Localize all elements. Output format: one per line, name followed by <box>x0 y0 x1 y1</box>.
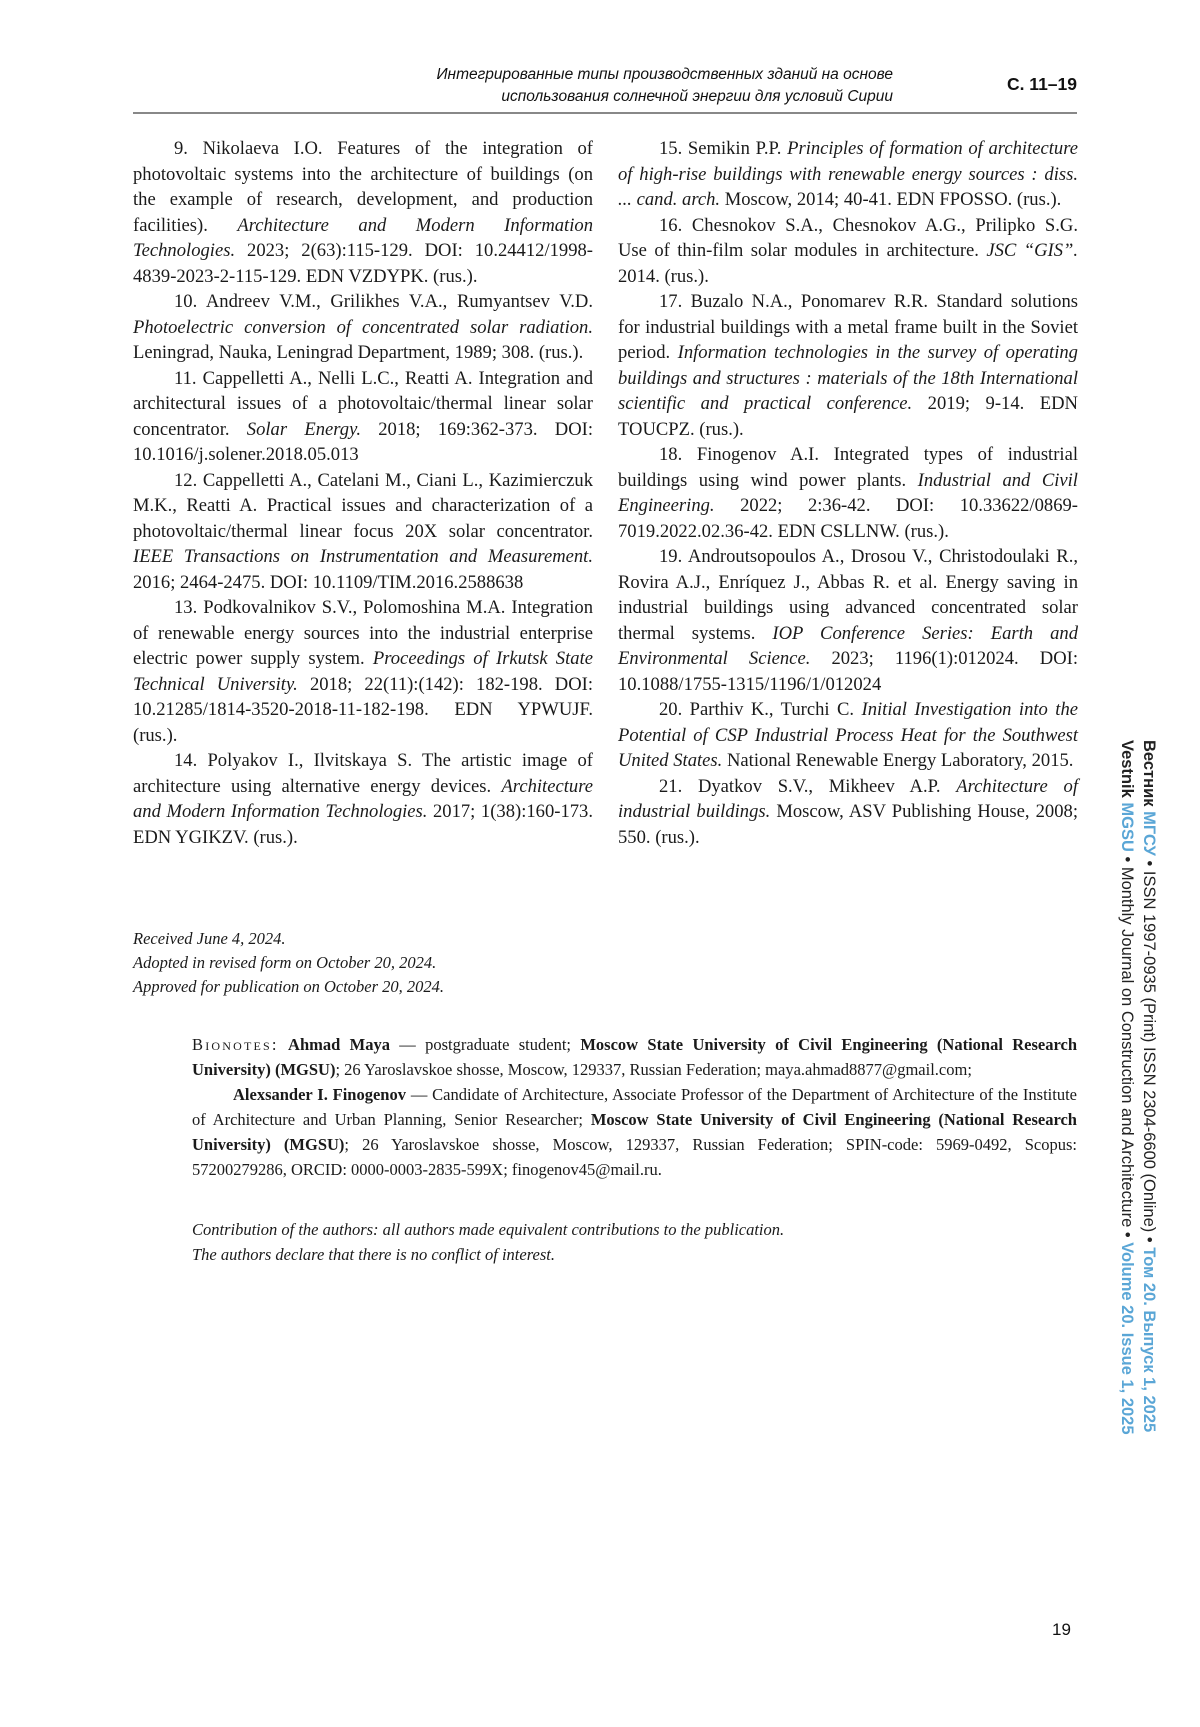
references-right-column <box>618 136 1078 850</box>
running-title-line1: Интегрированные типы производственных зданий на основе <box>436 66 893 83</box>
running-title <box>436 64 893 108</box>
reference-20: 20. Parthiv K., Turchi C. Initial Investigation into the Potential of CSP Industrial Process Heat for the Southwest United States. National Renewable Energy Laboratory, 2015. <box>618 699 1078 771</box>
author2-affiliation: Moscow State University of Civil Engineering (National Research University) (MGSU) <box>192 1110 1077 1154</box>
reference-10: 10. Andreev V.M., Grilikhes V.A., Rumyantsev V.D. Photoelectric conversion of concentrated solar radiation. Leningrad, Nauka, Leningrad Department, 1989; 308. (rus.). <box>133 291 593 363</box>
contribution-note: Contribution of the authors: all authors made equivalent contributions to the publication. <box>192 1220 785 1239</box>
bionotes-label: Bionotes: <box>192 1035 279 1054</box>
article-dates <box>133 927 444 999</box>
author-notes <box>192 1217 784 1267</box>
journal-sidebar <box>1112 740 1160 1590</box>
reference-14: 14. Polyakov I., Ilvitskaya S. The artistic image of architecture using alternative energy devices. Architecture and Modern Information Technologies. 2017; 1(38):160-173. EDN YGIKZV. (rus.). <box>133 750 593 848</box>
reference-13: 13. Podkovalnikov S.V., Polomoshina M.A. Integration of renewable energy sources into the industrial enterprise electric power supply system. Proceedings of Irkutsk State Technical University. 2018; 22(11):(142): 182-198. DOI: 10.21285/1814-3520-2018-11-182-198. EDN YPWUJF. (rus.). <box>133 597 593 746</box>
running-title-line2: использования солнечной энергии для условий Сирии <box>501 88 893 105</box>
author1-name: Ahmad Maya <box>288 1035 390 1054</box>
bionote-author1: Bionotes: Ahmad Maya — postgraduate student; Moscow State University of Civil Engineering (National Research University) (MGSU); 26 Yaroslavskoe shosse, Moscow, 129337, Russian Federation; maya.ahmad8877@gmail.com; <box>192 1035 1077 1079</box>
references-left-column <box>133 136 593 850</box>
author1-affiliation: Moscow State University of Civil Engineering (National Research University) (MGSU) <box>192 1035 1077 1079</box>
reference-21: 21. Dyatkov S.V., Mikheev A.P. Architecture of industrial buildings. Moscow, ASV Publishing House, 2008; 550. (rus.). <box>618 775 1078 848</box>
reference-16: 16. Chesnokov S.A., Chesnokov A.G., Prilipko S.G. Use of thin-film solar modules in architecture. JSC “GIS”. 2014. (rus.). <box>618 214 1078 287</box>
page-number: 19 <box>1052 1620 1071 1639</box>
running-header <box>133 62 1077 114</box>
reference-19: 19. Androutsopoulos A., Drosou V., Christodoulaki R., Rovira A.J., Enríquez J., Abbas R. et al. Energy saving in industrial buildings using advanced concentrated solar thermal systems. IOP Conference Series: Earth and Environmental Science. 2023; 1196(1):012024. DOI: 10.1088/1755-1315/1196/1/012024 <box>618 546 1078 695</box>
author2-name: Alexsander I. Finogenov <box>233 1085 406 1104</box>
date-adopted: Adopted in revised form on October 20, 2024. <box>133 953 437 972</box>
conflict-note: The authors declare that there is no conflict of interest. <box>192 1245 555 1264</box>
reference-18: 18. Finogenov A.I. Integrated types of industrial buildings using wind power plants. Industrial and Civil Engineering. 2022; 2:36-42. DOI: 10.33622/0869-7019.2022.02.36-42. EDN CSLLNW. (rus.). <box>618 444 1078 542</box>
bionote-author2: Alexsander I. Finogenov — Candidate of Architecture, Associate Professor of the Department of Architecture of the Institute of Architecture and Urban Planning, Senior Researcher; Moscow State University of Civil Engineering (National Research University) (MGSU); 26 Yaroslavskoe shosse, Moscow, 129337, Russian Federation; SPIN-code: 5969-0492, Scopus: 57200279286, ORCID: 0000-0003-2835-599X; finogenov45@mail.ru. <box>192 1085 1077 1179</box>
reference-11: 11. Cappelletti A., Nelli L.C., Reatti A. Integration and architectural issues of a photovoltaic/thermal linear solar concentrator. Solar Energy. 2018; 169:362-373. DOI: 10.1016/j.solener.2018.05.013 <box>133 367 593 465</box>
reference-12: 12. Cappelletti A., Catelani M., Ciani L., Kazimierczuk M.K., Reatti A. Practical issues and characterization of a photovoltaic/thermal linear focus 20X solar concentrator. IEEE Transactions on Instrumentation and Measurement. 2016; 2464-2475. DOI: 10.1109/TIM.2016.2588638 <box>133 469 593 593</box>
bionotes <box>192 1032 1077 1182</box>
page-range: С. 11–19 <box>1006 74 1077 94</box>
reference-15: 15. Semikin P.P. Principles of formation of architecture of high-rise buildings with renewable energy sources : diss. ... cand. arch. Moscow, 2014; 40-41. EDN FPOSSO. (rus.). <box>618 138 1078 210</box>
sidebar-en-line: Vestnik MGSU • Monthly Journal on Construction and Architecture • Volume 20. Issue 1, 2025 <box>1118 740 1136 1435</box>
reference-9: 9. Nikolaeva I.O. Features of the integration of photovoltaic systems into the architecture of buildings (on the example of research, development, and production facilities). Architecture and Modern Information Technologies. 2023; 2(63):115-129. DOI: 10.24412/1998-4839-2023-2-115-129. EDN VZDYPK. (rus.). <box>133 138 593 287</box>
date-approved: Approved for publication on October 20, 2024. <box>133 977 445 996</box>
reference-17: 17. Buzalo N.A., Ponomarev R.R. Standard solutions for industrial buildings with a metal frame built in the Soviet period. Information technologies in the survey of operating buildings and structures : materials of the 18th International scientific and practical conference. 2019; 9-14. EDN TOUCPZ. (rus.). <box>618 291 1078 440</box>
sidebar-ru-line: Вестник МГСУ • ISSN 1997-0935 (Print) ISSN 2304-6600 (Online) • Том 20. Выпуск 1, 2025 <box>1140 740 1158 1433</box>
date-received: Received June 4, 2024. <box>133 929 286 948</box>
